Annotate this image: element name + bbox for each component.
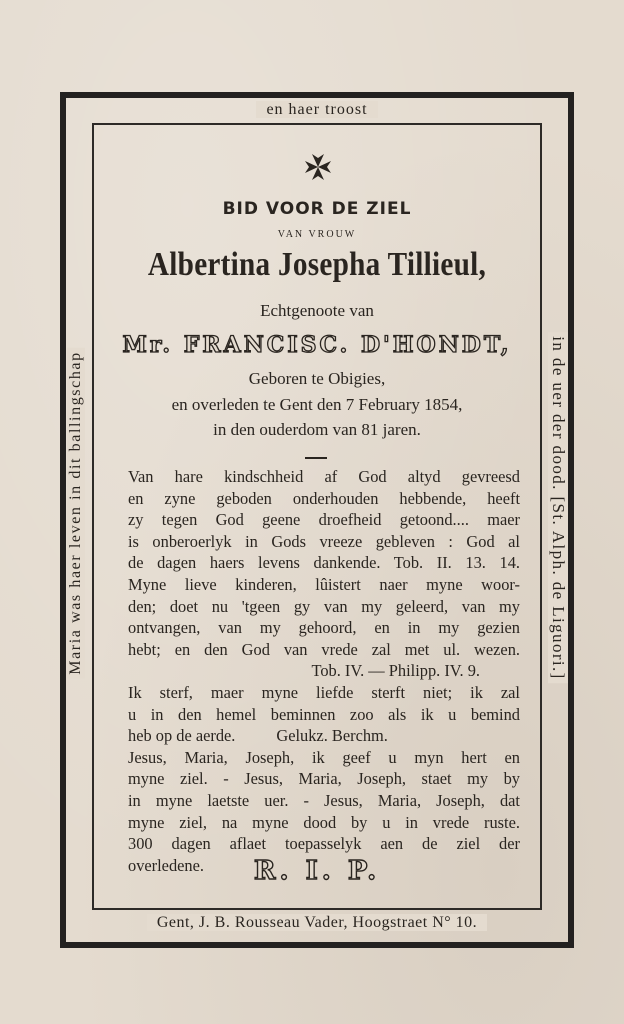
text-line: Myne lieve kinderen, lûistert naer myne woor- (128, 574, 520, 594)
top-border-text: en haer troost (60, 101, 574, 119)
text-line: Van hare kindschheid af God altyd gevreesd (128, 467, 520, 486)
text-line: hebt; en den God van vrede zal met ul. wezen. (128, 639, 520, 659)
text-line: de dagen haers levens dankende. Tob. II. 13. 14. (128, 553, 520, 573)
text-line: zy tegen God geene droefheid getoond.... maer (128, 510, 520, 530)
header-title: BID VOOR DE ZIEL (222, 199, 412, 219)
text-line: overledene. (128, 855, 204, 875)
age-line: in den ouderdom van 81 jaren. (213, 420, 421, 439)
text-line: is onberoerlyk in Gods vreeze gebleven : God al (128, 531, 520, 551)
text-line: ontvangen, van my gehoord, en in my gezien (128, 618, 520, 638)
text-line: 300 dagen aflaet toepasselyk aen de ziel der (128, 834, 520, 854)
divider (305, 457, 327, 459)
text-line: den; doet nu 'tgeen gy van my geleerd, van my (128, 596, 520, 616)
text-line: in myne laetste uer. - Jesus, Maria, Joseph, dat (128, 790, 520, 810)
text-line: u in den hemel beminnen zoo als ik u bemind (128, 704, 520, 724)
text-line: en zyne geboden onderhouden hebbende, heeft (128, 488, 520, 508)
prayer-text (128, 466, 520, 876)
text-line: Jesus, Maria, Joseph, ik geef u myn hert en (128, 747, 520, 767)
text-line: Tob. IV. — Philipp. IV. 9. (311, 661, 480, 681)
spouse-label: Echtgenoote van (260, 301, 374, 320)
text-line: myne ziel, na myne dood by u in vrede ruste. (128, 812, 520, 832)
rip-text: R. I. P. (253, 856, 381, 886)
death-line: en overleden te Gent den 7 February 1854, (171, 395, 463, 414)
spouse-name: Mr. FRANCISC. D'HONDT, (122, 332, 512, 358)
text-line: Ik sterf, maer myne liefde sterft niet; ik zal (128, 682, 520, 702)
maltese-cross-icon (303, 152, 333, 182)
van-vrouw-label: VAN VROUW (277, 229, 357, 240)
deceased-name: Albertina Josepha Tillieul, (147, 246, 487, 283)
memorial-card: en haer troost Maria was haer leven in dit ballingschap in de uer der dood. [St. Alph. de Liguori.] Gent, J. B. Rousseau Vader, Hoogstraet N° 10. BID VOOR DE ZIEL VAN VROUW Albertina Josepha Tillieul, Echtgenoote van Mr. FRANCISC. D'HONDT, Geboren te Obigies, en overleden te Gent den 7 February 1854, in den ouderdom van 81 jaren. Van hare kindschheid af God altyd gevreesd en zyne geboden onderhouden hebbende, heeft zy tegen God geene droefheid getoond.... maer is onberoerlyk in Gods vreeze gebleven : God al de dagen haers levens dankende. Tob. II. 13. 14. Myne lieve kinderen, lûistert naer myne woor- den; doet nu 'tgeen gy van my geleerd, van my ontvangen, van my gehoord, en in my gezien hebt; en den God van vrede zal met ul. wezen. Tob. IV. — Philipp. IV. 9. Ik sterf, maer myne liefde sterft niet; ik zal u in den hemel beminnen zoo als ik u bemind heb op de aerde. Gelukz. Berchm. Jesus, Maria, Joseph, ik geef u myn hert en myne ziel. - Jesus, Maria, Joseph, staet my by in myne laetste uer. - Jesus, Maria, Joseph, dat myne ziel, na myne dood by u in vrede ruste. 300 dagen aflaet toepasselyk aen de ziel der overledene. R. I. P. (0, 0, 624, 1024)
text-line: heb op de aerde. Gelukz. Berchm. (128, 726, 388, 746)
text-line: myne ziel. - Jesus, Maria, Joseph, staet my by (128, 769, 520, 789)
bottom-border-text: Gent, J. B. Rousseau Vader, Hoogstraet N° 10. (60, 914, 574, 932)
birth-line: Geboren te Obigies, (248, 369, 386, 388)
